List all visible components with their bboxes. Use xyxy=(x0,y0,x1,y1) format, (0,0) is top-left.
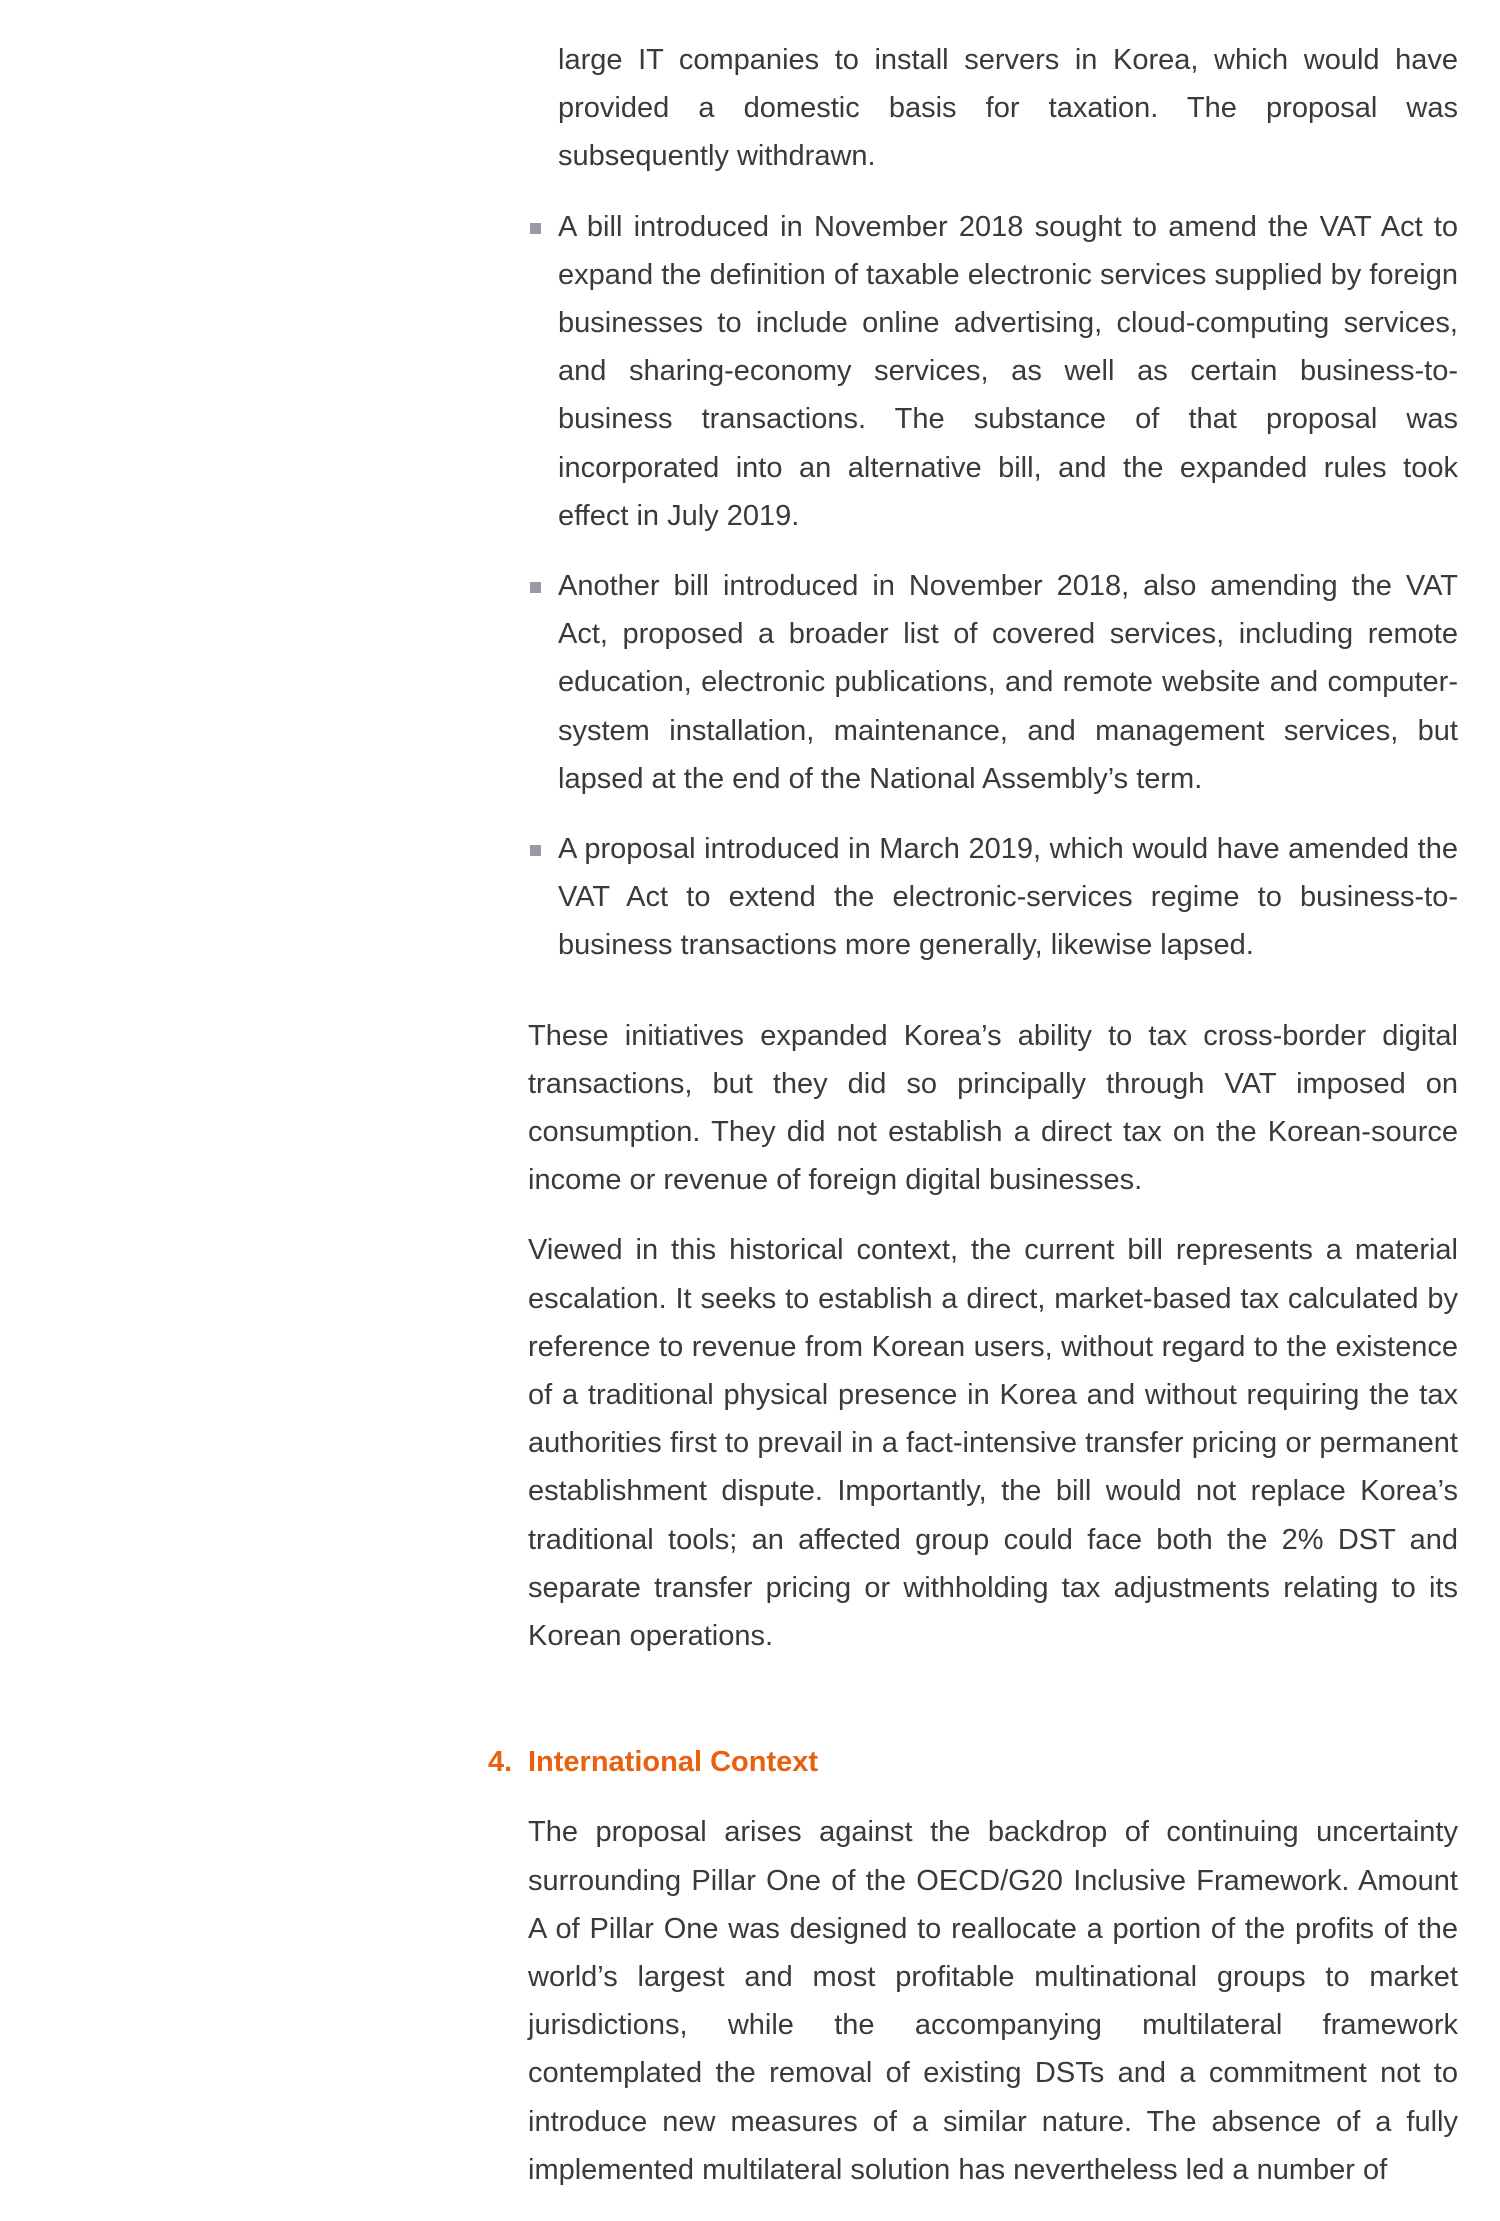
list-item xyxy=(558,825,1458,970)
square-bullet-icon xyxy=(530,582,541,593)
list-item xyxy=(558,36,1458,181)
bullet-list xyxy=(528,36,1458,970)
square-bullet-icon xyxy=(530,845,541,856)
list-item-text: large IT companies to install servers in Korea, which would have provided a domestic basis for taxation. The proposal was subsequently withdrawn. xyxy=(558,44,1458,173)
section-heading xyxy=(488,1738,1458,1786)
section-title: International Context xyxy=(528,1746,819,1779)
square-bullet-icon xyxy=(530,223,541,234)
list-item-text: A bill introduced in November 2018 sought to amend the VAT Act to expand the definition of taxable electronic services supplied by foreign businesses to include online advertising, cloud-computing services, and sharing-economy services, as well as certain business-to-business transactions. The substance of that proposal was incorporated into an alternative bill, and the expanded rules took effect in July 2019. xyxy=(558,210,1458,532)
section-paragraph: The proposal arises against the backdrop of continuing uncertainty surrounding Pillar One of the OECD/G20 Inclusive Framework. Amount A of Pillar One was designed to reallocate a portion of the profits of the world’s largest and most profitable multinational groups to market jurisdictions, while the accompanying multilateral framework contemplated the removal of existing DSTs and a commitment not to introduce new measures of a similar nature. The absence of a fully implemented multilateral solution has nevertheless led a number of xyxy=(528,1816,1458,2186)
list-item-text: A proposal introduced in March 2019, which would have amended the VAT Act to extend the electronic-services regime to business-to-business transactions more generally, likewise lapsed. xyxy=(558,833,1458,962)
body-paragraph: These initiatives expanded Korea’s ability to tax cross-border digital transactions, but they did so principally through VAT imposed on consumption. They did not establish a direct tax on the Korean-source income or revenue of foreign digital businesses. xyxy=(528,1019,1458,1197)
list-item xyxy=(558,203,1458,540)
body-paragraph: Viewed in this historical context, the current bill represents a material escalation. It seeks to establish a direct, market-based tax calculated by reference to revenue from Korean users, without regard to the existence of a traditional physical presence in Korea and without requiring the tax authorities first to prevail in a fact-intensive transfer pricing or permanent establishment dispute. Importantly, the bill would not replace Korea’s traditional tools; an affected group could face both the 2% DST and separate transfer pricing or withholding tax adjustments relating to its Korean operations. xyxy=(528,1234,1458,1653)
section-number: 4. xyxy=(488,1746,513,1779)
list-item-text: Another bill introduced in November 2018, also amending the VAT Act, proposed a broader list of covered services, including remote education, electronic publications, and remote website and computer-system installation, maintenance, and management services, but lapsed at the end of the National Assembly’s term. xyxy=(558,570,1458,795)
list-item xyxy=(558,562,1458,803)
document-content xyxy=(488,36,1458,2216)
